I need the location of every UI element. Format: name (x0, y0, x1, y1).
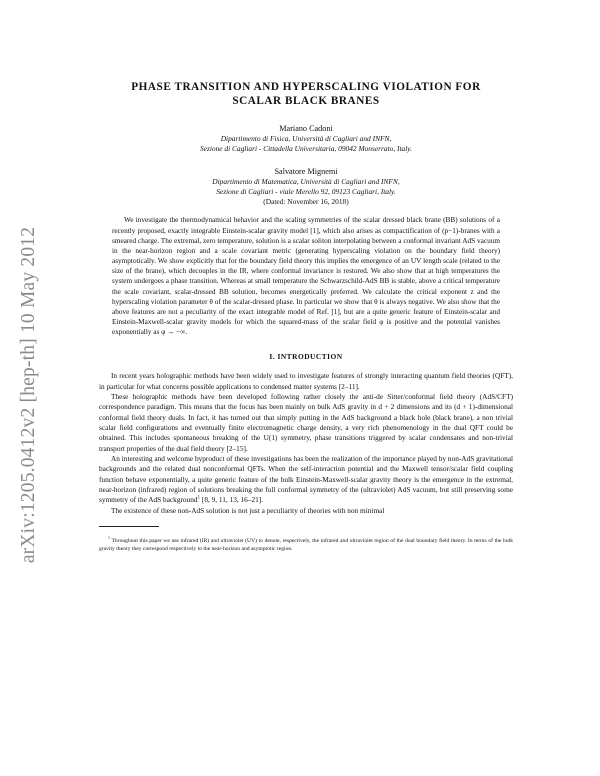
author-affiliation: Sezione di Cagliari - viale Merello 92, 09123 Cagliari, Italy. (216, 187, 396, 197)
author-block-2 (99, 167, 513, 208)
intro-paragraph (99, 454, 513, 506)
author-affiliation: Dipartimento di Fisica, Università di Cagliari and INFN, (220, 134, 392, 144)
intro-paragraph: In recent years holographic methods have been widely used to investigate features of strongly interacting quantum field theories (QFT), in particular for what concerns possible applications to condensed matter systems [2–11]. (99, 371, 513, 391)
footnote-ref: 1 (197, 495, 201, 501)
author-affiliation: Dipartimento di Matematica, Università di Cagliari and INFN, (212, 176, 400, 186)
footnote-text: Throughout this paper we use infrared (IR) and ultraviolet (UV) to denote, respectively, the infrared and ultraviolet region of the dual boundary field theory. In terms of the bulk gravity theory they correspond respectively to the near-horizon and asymptotic region. (99, 538, 513, 553)
intro-paragraph: The existence of these non-AdS solution is not just a peculiarity of theories with non minimal (111, 505, 385, 515)
author-affiliation: Sezione di Cagliari - Cittadella Universitaria, 09042 Monserrato, Italy. (199, 144, 413, 154)
title-line-1: PHASE TRANSITION AND HYPERSCALING VIOLATION FOR (131, 81, 481, 93)
paper-title (99, 80, 513, 108)
title-line-2: SCALAR BLACK BRANES (232, 95, 380, 107)
dated-line: (Dated: November 16, 2018) (263, 197, 349, 207)
intro-paragraph: These holographic methods have been developed following rather closely the anti-de Sitter/conformal field theory (AdS/CFT) correspondence paradigm. This means that the focus has been mainly on bulk AdS gravity in d + 2 dimensions and its (d + 1)-dimensional conformal field theory duals. In fact, it has turned out that simply putting in the AdS background a black hole (black brane), a non trivial scalar field configurations and eventually finite electromagnetic charge density, a very rich phenomenology in the dual QFT could be obtained. This includes spontaneous breaking of the U(1) symmetry, phase transitions triggered by scalar condensates and non-trivial transport properties of the dual field theory [2–15]. (99, 391, 513, 453)
section-heading: I. INTRODUCTION (269, 352, 343, 362)
arxiv-id: arXiv:1205.0412v2 [hep-th] 10 May 2012 (18, 226, 39, 564)
author-name: Salvatore Mignemi (274, 166, 338, 176)
footnote-rule (99, 526, 159, 527)
intro-paragraph-citation: [8, 9, 11, 13, 16–21]. (200, 495, 264, 505)
footnote (99, 537, 513, 553)
author-name: Mariano Cadoni (279, 124, 333, 133)
arxiv-stamp (10, 226, 48, 564)
intro-paragraph-text: An interesting and welcome byproduct of these investigations has been the realization of the importance played by non-AdS gravitational backgrounds and the related dual nonconformal QFTs. When the self-interaction potential and the Maxwell tensor/scalar field coupling function behave exponentially, a quite generic feature of the bulk Einstein-Maxwell-scalar gravity theory is the emergence in the extremal, near-horizon (infrared) region of solutions breaking the full conformal symmetry of the (ultraviolet) AdS vacuum, but still preserving some symmetry of the AdS background (99, 454, 513, 505)
abstract: We investigate the thermodynamical behavior and the scaling symmetries of the scalar dressed black brane (BB) solutions of a recently proposed, exactly integrable Einstein-scalar gravity model [1], which also arises as compactification of (p−1)-branes with a smeared charge. The extremal, zero temperature, solution is a scalar soliton interpolating between a conformal invariant AdS vacuum in the near-horizon region and a scale covariant metric (generating hyperscaling violation on the boundary field theory) asymptotically. We show explicitly that for the boundary field theory this implies the emergence of an UV length scale (related to the size of the brane), which decouples in the IR, where conformal invariance is restored. We also show that at high temperatures the system undergoes a phase transition. Whereas at small temperature the Schwarzschild-AdS BB is stable, above a critical temperature the scale covariant, scalar-dressed BB solution, becomes energetically preferred. We calculate the critical exponent z and the hyperscaling violation parameter θ of the scalar-dressed phase. In particular we show that θ is always negative. We also show that the above features are not a peculiarity of the exact integrable model of Ref. [1], but are a quite generic feature of Einstein-scalar and Einstein-Maxwell-scalar gravity models for which the squared-mass of the scalar field φ is positive and the potential vanishes exponentially as φ → −∞. (112, 216, 500, 337)
paper-page (99, 80, 513, 553)
footnote-mark: 1 (108, 536, 110, 541)
author-block-1 (99, 124, 513, 155)
